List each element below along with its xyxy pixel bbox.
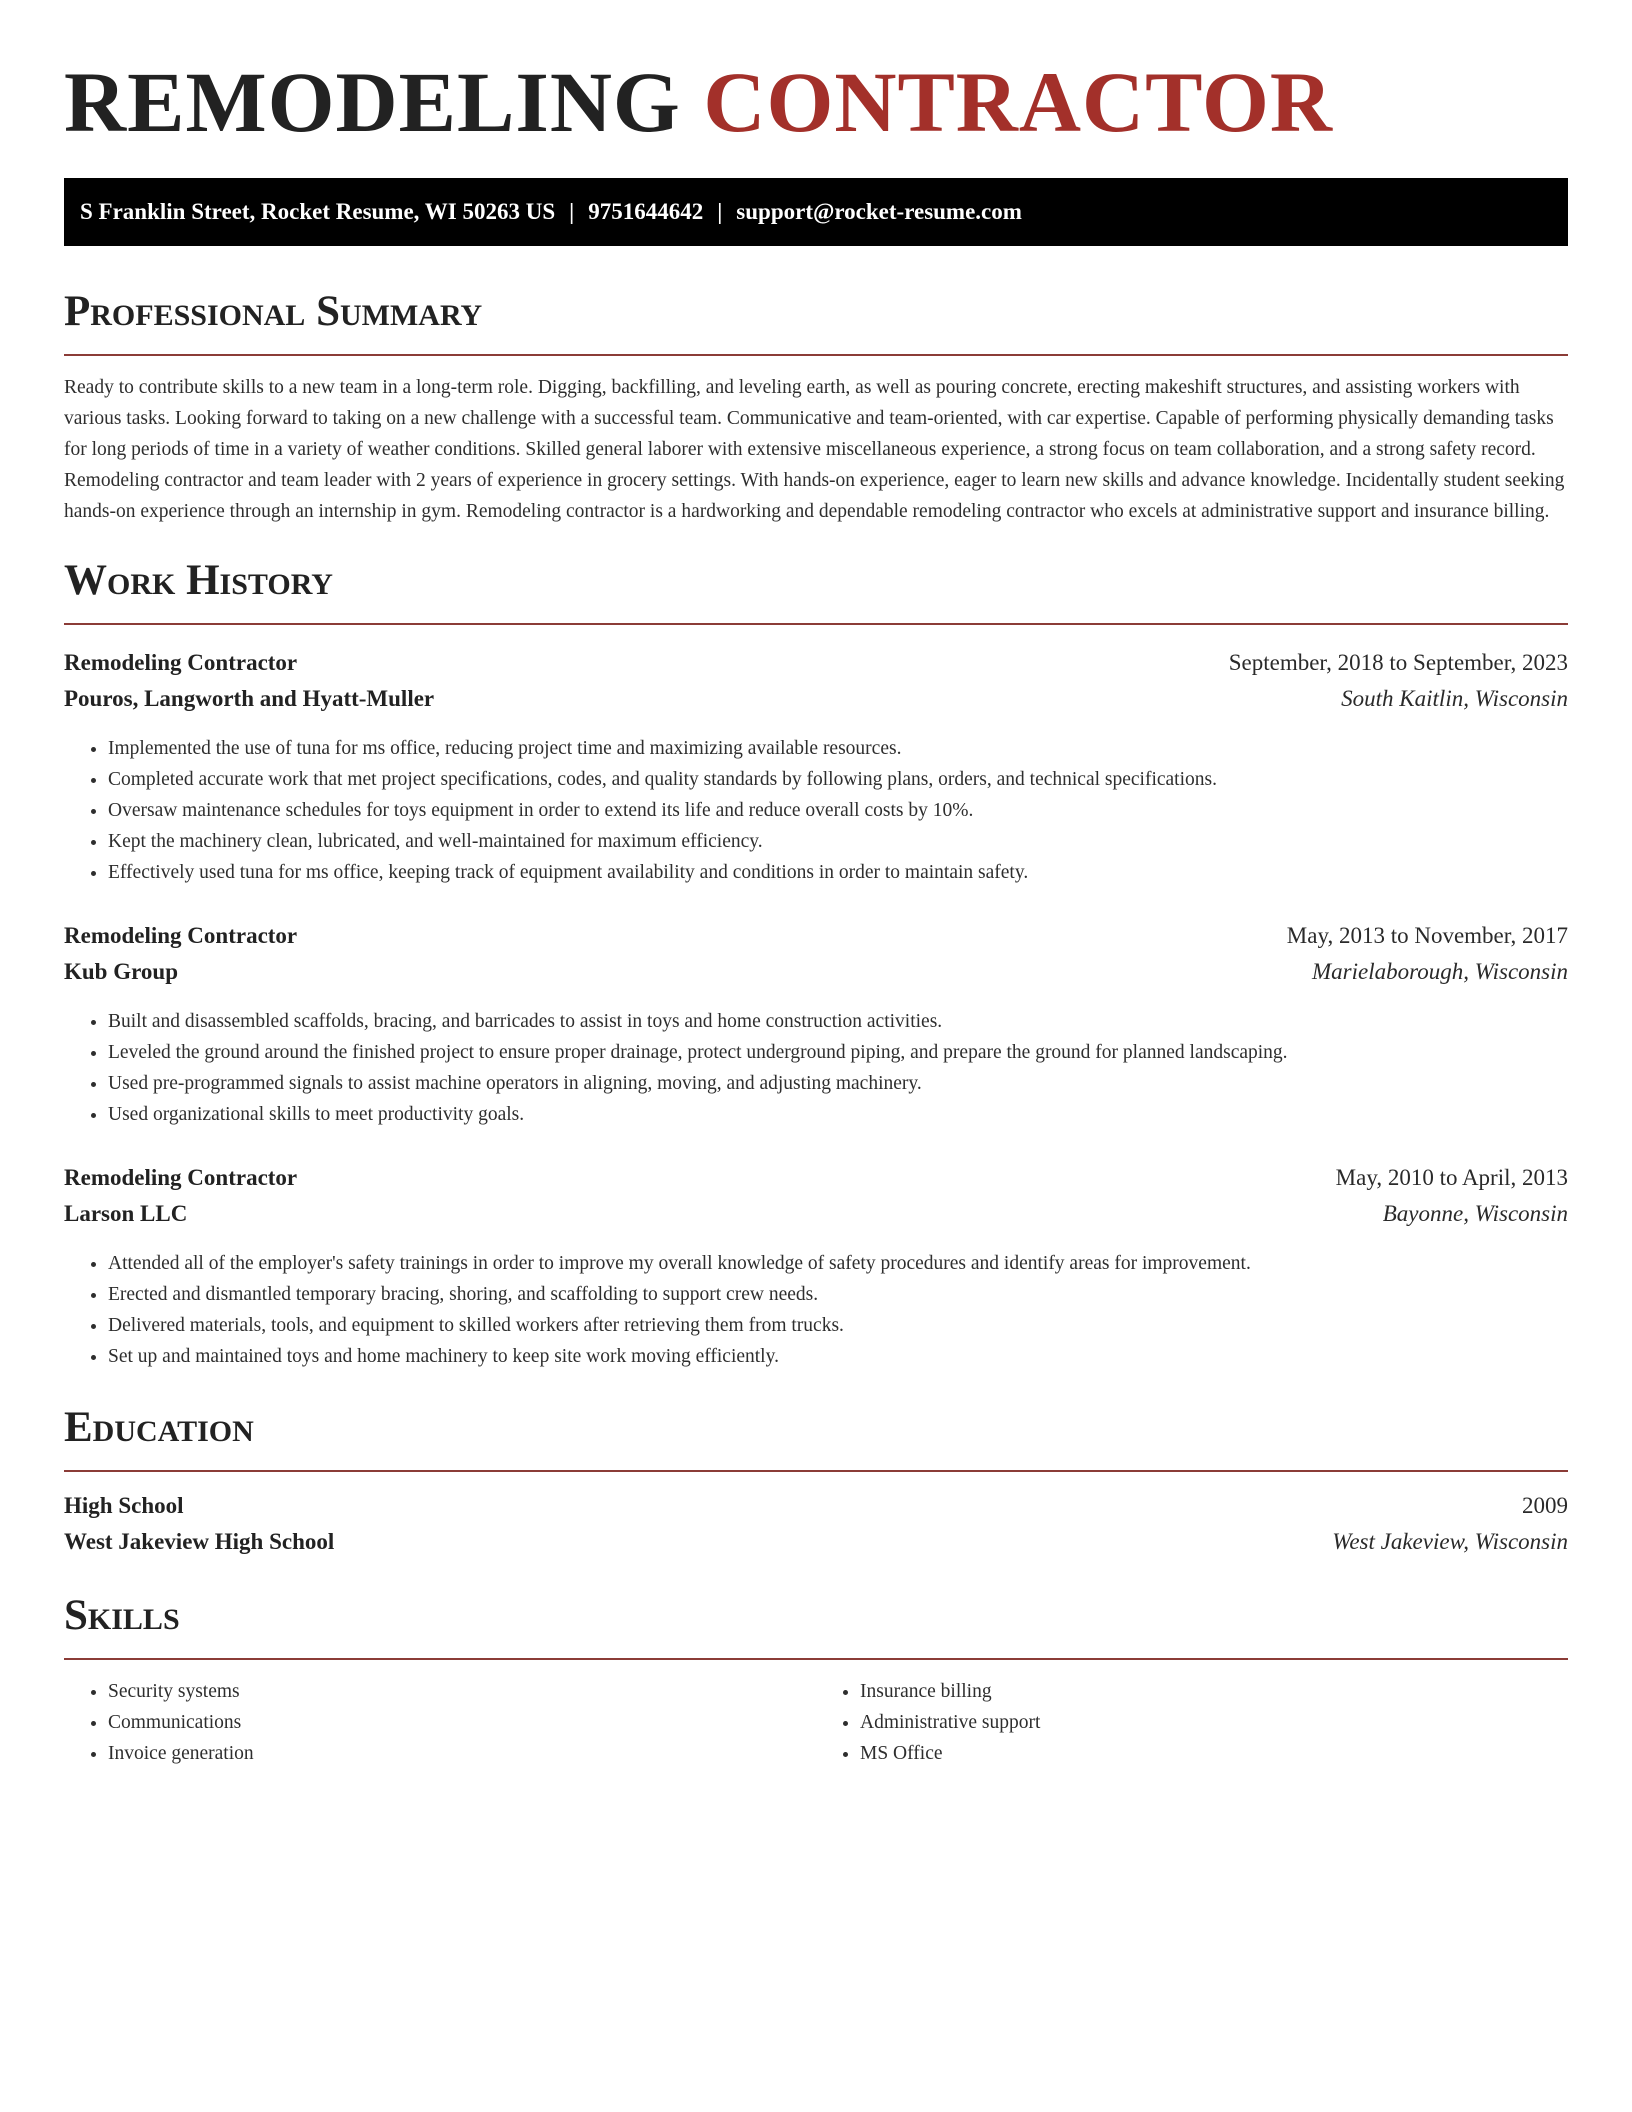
section-divider [64, 354, 1568, 356]
job-bullet: • Effectively used tuna for ms office, keeping track of equipment availability and conditions in order to maintain safety. [108, 857, 1568, 888]
skill-item: • MS Office [860, 1738, 1568, 1769]
job-bullet: • Kept the machinery clean, lubricated, and well-maintained for maximum efficiency. [108, 826, 1568, 857]
job-header-row [64, 918, 1568, 954]
resume-name [64, 0, 1568, 152]
job-bullets [64, 1006, 1568, 1130]
education-entry [64, 1488, 1568, 1560]
job-dates: September, 2018 to September, 2023 [1228, 650, 1568, 675]
skill-item: • Invoice generation [108, 1738, 816, 1769]
job-company-row [64, 1196, 1568, 1232]
job-company: Kub Group [64, 959, 178, 984]
contact-email: support@rocket-resume.com [736, 199, 1022, 224]
job-bullet: • Oversaw maintenance schedules for toys equipment in order to extend its life and reduce overall costs by 10%. [108, 795, 1568, 826]
section-divider [64, 623, 1568, 625]
contact-address: S Franklin Street, Rocket Resume, WI 50263 US [80, 199, 556, 224]
job-bullet: • Implemented the use of tuna for ms office, reducing project time and maximizing available resources. [108, 733, 1568, 764]
education-heading: Education [64, 1404, 254, 1451]
name-second: CONTRACTOR [703, 54, 1333, 150]
job-location: Marielaborough, Wisconsin [1312, 959, 1568, 984]
job-bullet: • Erected and dismantled temporary bracing, shoring, and scaffolding to support crew needs. [108, 1279, 1568, 1310]
skills-column-left [64, 1676, 816, 1769]
job-bullet: • Completed accurate work that met project specifications, codes, and quality standards by following plans, orders, and technical specifications. [108, 764, 1568, 795]
job-entry [64, 1160, 1568, 1372]
skills-list [64, 1676, 1568, 1769]
education-school: West Jakeview High School [64, 1529, 335, 1554]
skills-heading: Skills [64, 1592, 180, 1639]
job-dates: May, 2010 to April, 2013 [1335, 1165, 1568, 1190]
job-location: Bayonne, Wisconsin [1382, 1201, 1568, 1226]
education-location: West Jakeview, Wisconsin [1332, 1529, 1568, 1554]
job-bullets [64, 733, 1568, 888]
job-header-row [64, 1160, 1568, 1196]
skill-item: • Administrative support [860, 1707, 1568, 1738]
education-degree: High School [64, 1493, 184, 1518]
job-company: Pouros, Langworth and Hyatt-Muller [64, 686, 435, 711]
summary-text: Ready to contribute skills to a new team in a long-term role. Digging, backfilling, and leveling earth, as well as pouring concrete, erecting makeshift structures, and assisting workers with various tasks. Looking forward to taking on a new challenge with a successful team. Communicative and team-oriented, with car expertise. Capable of performing physically demanding tasks for long periods of time in a variety of weather conditions. Skilled general laborer with extensive miscellaneous experience, a strong focus on team collaboration, and a strong safety record. Remodeling contractor and team leader with 2 years of experience in grocery settings. With hands-on experience, eager to learn new skills and advance knowledge. Incidentally student seeking hands-on experience through an internship in gym. Remodeling contractor is a hardworking and dependable remodeling contractor who excels at administrative support and insurance billing. [64, 377, 1565, 522]
job-bullet: • Built and disassembled scaffolds, bracing, and barricades to assist in toys and home construction activities. [108, 1006, 1568, 1037]
job-company-row [64, 954, 1568, 990]
job-company-row [64, 681, 1568, 717]
skills-column-right [816, 1676, 1568, 1769]
contact-separator: | [717, 199, 723, 224]
job-bullet: • Leveled the ground around the finished project to ensure proper drainage, protect underground piping, and prepare the ground for planned landscaping. [108, 1037, 1568, 1068]
job-role: Remodeling Contractor [64, 923, 298, 948]
job-bullet: • Used pre-programmed signals to assist machine operators in aligning, moving, and adjusting machinery. [108, 1068, 1568, 1099]
name-first: REMODELING [64, 54, 681, 150]
job-bullet: • Used organizational skills to meet productivity goals. [108, 1099, 1568, 1130]
job-company: Larson LLC [64, 1201, 188, 1226]
job-bullets [64, 1248, 1568, 1372]
contact-bar [64, 178, 1568, 246]
job-role: Remodeling Contractor [64, 650, 298, 675]
job-entry [64, 918, 1568, 1130]
job-entry [64, 645, 1568, 888]
education-school-row [64, 1524, 1568, 1560]
summary-heading: Professional Summary [64, 288, 483, 335]
work-history-heading: Work History [64, 557, 333, 604]
skill-item: • Communications [108, 1707, 816, 1738]
skill-item: • Security systems [108, 1676, 816, 1707]
education-header-row [64, 1488, 1568, 1524]
job-role: Remodeling Contractor [64, 1165, 298, 1190]
section-divider [64, 1470, 1568, 1472]
section-divider [64, 1658, 1568, 1660]
job-bullet: • Set up and maintained toys and home machinery to keep site work moving efficiently. [108, 1341, 1568, 1372]
contact-separator: | [569, 199, 575, 224]
skill-item: • Insurance billing [860, 1676, 1568, 1707]
job-dates: May, 2013 to November, 2017 [1286, 923, 1568, 948]
contact-phone: 9751644642 [588, 199, 704, 224]
education-year: 2009 [1522, 1493, 1568, 1518]
job-header-row [64, 645, 1568, 681]
job-bullet: • Delivered materials, tools, and equipment to skilled workers after retrieving them from trucks. [108, 1310, 1568, 1341]
job-bullet: • Attended all of the employer's safety trainings in order to improve my overall knowledge of safety procedures and identify areas for improvement. [108, 1248, 1568, 1279]
job-location: South Kaitlin, Wisconsin [1341, 686, 1568, 711]
